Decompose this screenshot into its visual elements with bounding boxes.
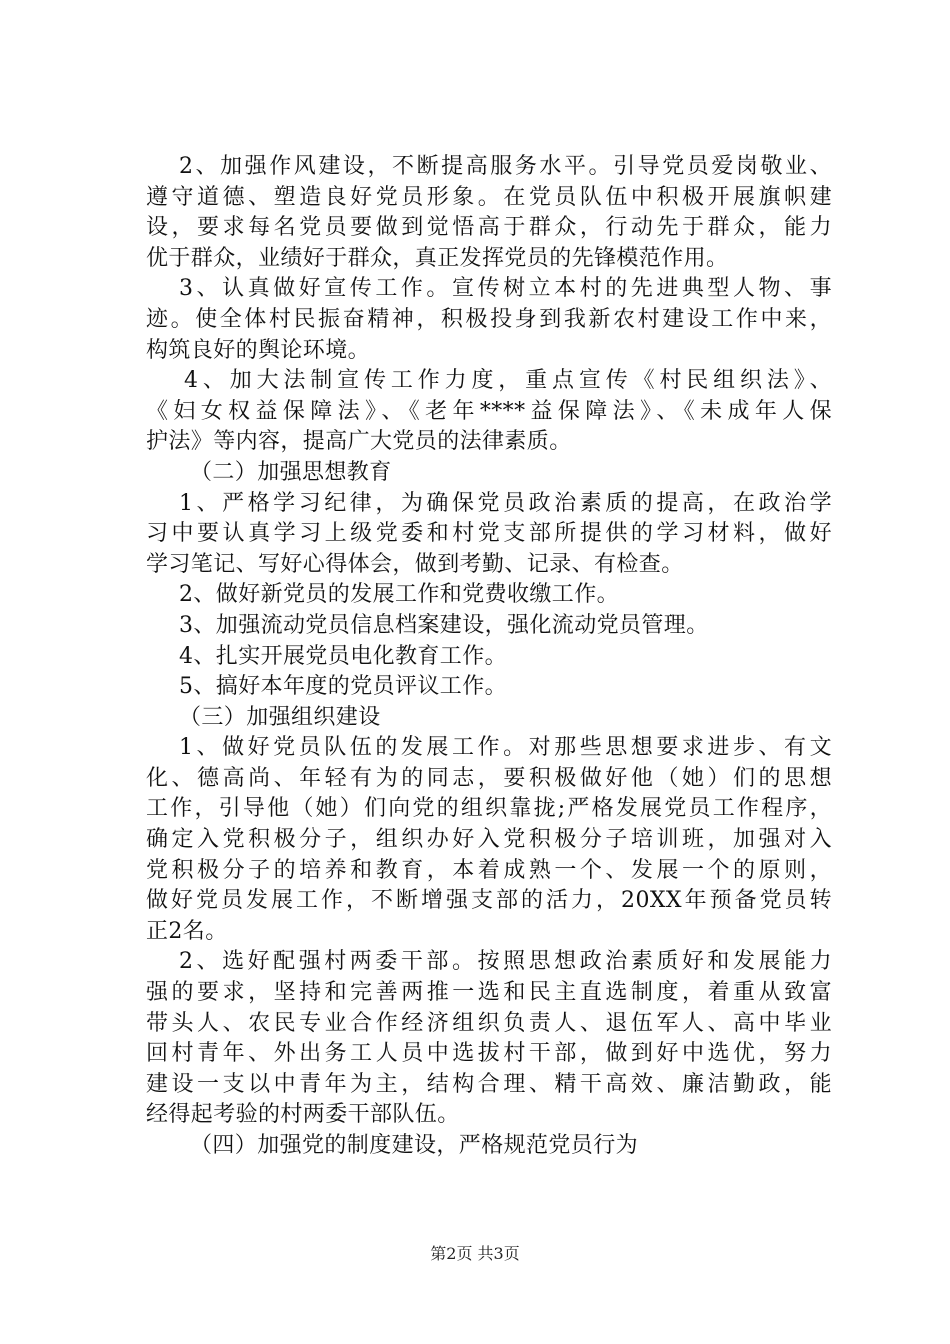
paragraph-line: 4、加大法制宣传工作力度，重点宣传《村民组织法》、 [184, 368, 832, 394]
paragraph-line: 建设一支以中青年为主，结构合理、精干高效、廉洁勤政，能 [146, 1071, 832, 1097]
paragraph-line: 构筑良好的舆论环境。 [146, 337, 371, 363]
paragraph-line: 1、严格学习纪律，为确保党员政治素质的提高，在政治学 [179, 490, 832, 516]
paragraph-line: 2、选好配强村两委干部。按照思想政治素质好和发展能力 [179, 949, 832, 975]
paragraph-line: 强的要求，坚持和完善两推一选和民主直选制度，着重从致富 [146, 980, 832, 1006]
paragraph-line: 5、搞好本年度的党员评议工作。 [179, 674, 507, 700]
document-body [146, 152, 832, 1162]
paragraph-line: 正2名。 [146, 918, 228, 944]
paragraph-line: 2、做好新党员的发展工作和党费收缴工作。 [179, 582, 619, 608]
paragraph-line: 1、做好党员队伍的发展工作。对那些思想要求进步、有文 [179, 735, 832, 761]
section-heading: （二）加强思想教育 [190, 459, 392, 485]
paragraph-line: 3、加强流动党员信息档案建设，强化流动党员管理。 [179, 612, 709, 638]
paragraph-line: 经得起考验的村两委干部队伍。 [146, 1102, 460, 1128]
paragraph-line: 做好党员发展工作，不断增强支部的活力，20XX年预备党员转 [146, 888, 832, 914]
paragraph-line: 护法》等内容，提高广大党员的法律素质。 [146, 429, 572, 455]
paragraph-line: 3、认真做好宣传工作。宣传树立本村的先进典型人物、事 [179, 276, 832, 302]
paragraph-line: 带头人、农民专业合作经济组织负责人、退伍军人、高中毕业 [146, 1010, 832, 1036]
page-footer [0, 1244, 950, 1264]
paragraph-line: 设，要求每名党员要做到觉悟高于群众，行动先于群众，能力 [146, 215, 832, 241]
paragraph-line: 工作，引导他（她）们向党的组织靠拢;严格发展党员工作程序， [146, 796, 832, 822]
paragraph-line: 习中要认真学习上级党委和村党支部所提供的学习材料，做好 [146, 521, 832, 547]
paragraph-line: 2、加强作风建设，不断提高服务水平。引导党员爱岗敬业、 [179, 154, 832, 179]
paragraph-line: 迹。使全体村民振奋精神，积极投身到我新农村建设工作中来， [146, 306, 832, 332]
paragraph-line: 学习笔记、写好心得体会，做到考勤、记录、有检查。 [146, 551, 684, 577]
paragraph-line: 化、德高尚、年轻有为的同志，要积极做好他（她）们的思想 [146, 765, 832, 791]
paragraph-line: 党积极分子的培养和教育，本着成熟一个、发展一个的原则， [146, 857, 832, 883]
paragraph-line: 回村青年、外出务工人员中选拔村干部，做到好中选优，努力 [146, 1041, 832, 1067]
section-heading: （三）加强组织建设 [179, 704, 381, 730]
paragraph-line: 4、扎实开展党员电化教育工作。 [179, 643, 507, 669]
paragraph-line: 《妇女权益保障法》、《老年****益保障法》、《未成年人保 [146, 398, 832, 424]
paragraph-line: 确定入党积极分子，组织办好入党积极分子培训班，加强对入 [146, 827, 832, 853]
page-number: 第2页 共3页 [430, 1244, 520, 1263]
paragraph-line: 优于群众，业绩好于群众，真正发挥党员的先锋模范作用。 [146, 245, 729, 271]
paragraph-line: 遵守道德、塑造良好党员形象。在党员队伍中积极开展旗帜建 [146, 184, 832, 210]
section-heading: （四）加强党的制度建设，严格规范党员行为 [190, 1133, 639, 1158]
